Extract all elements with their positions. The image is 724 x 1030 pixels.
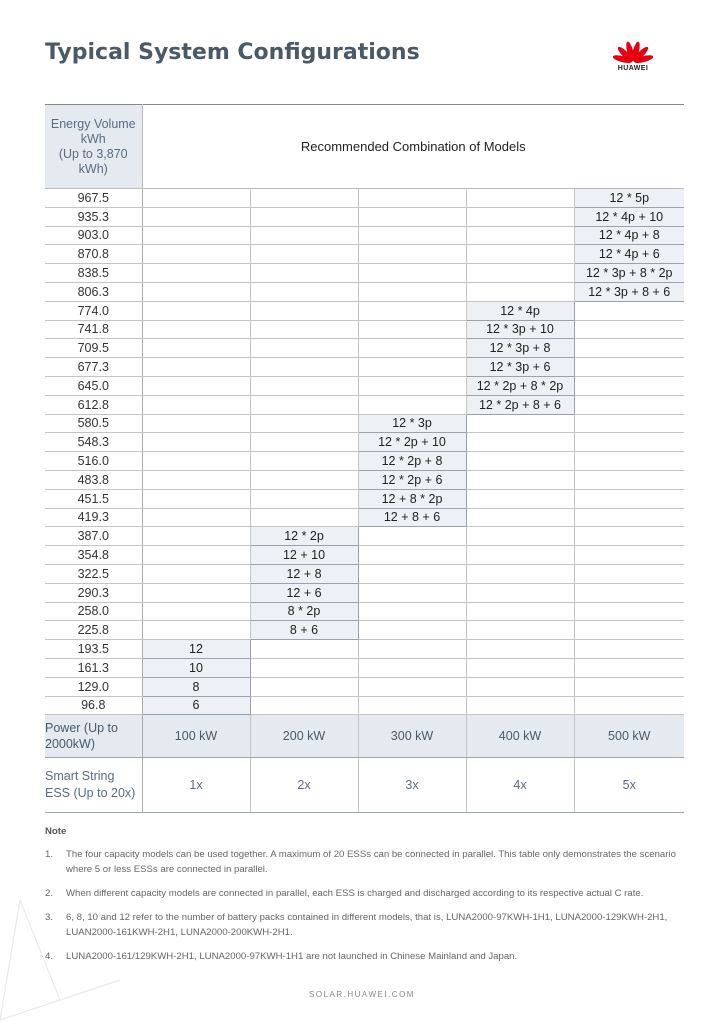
empty-cell — [250, 339, 358, 358]
empty-cell — [250, 414, 358, 433]
table-row — [45, 339, 684, 358]
combination-cell: 12 * 3p + 8 * 2p — [574, 264, 684, 283]
energy-value: 516.0 — [45, 452, 142, 471]
empty-cell — [250, 226, 358, 245]
combination-cell: 12 * 2p + 10 — [358, 433, 466, 452]
empty-cell — [142, 489, 250, 508]
table-row — [45, 301, 684, 320]
footer-url: SOLAR.HUAWEI.COM — [309, 990, 415, 999]
empty-cell — [466, 602, 574, 621]
combination-cell: 12 * 2p + 6 — [358, 470, 466, 489]
empty-cell — [142, 564, 250, 583]
combination-cell: 12 * 2p + 8 — [358, 452, 466, 471]
empty-cell — [142, 583, 250, 602]
empty-cell — [142, 602, 250, 621]
empty-cell — [250, 508, 358, 527]
combination-cell: 12 * 4p + 8 — [574, 226, 684, 245]
energy-value: 548.3 — [45, 433, 142, 452]
energy-value: 709.5 — [45, 339, 142, 358]
empty-cell — [250, 640, 358, 659]
empty-cell — [466, 470, 574, 489]
empty-cell — [574, 677, 684, 696]
combination-cell: 12 * 4p + 6 — [574, 245, 684, 264]
energy-value: 806.3 — [45, 282, 142, 301]
table-row — [45, 583, 684, 602]
table-header-row — [45, 105, 684, 189]
empty-cell — [250, 696, 358, 715]
huawei-logo — [610, 34, 656, 72]
empty-cell — [574, 320, 684, 339]
energy-value: 451.5 — [45, 489, 142, 508]
empty-cell — [250, 282, 358, 301]
empty-cell — [574, 696, 684, 715]
empty-cell — [142, 189, 250, 208]
empty-cell — [574, 508, 684, 527]
empty-cell — [358, 696, 466, 715]
table-row — [45, 320, 684, 339]
empty-cell — [250, 301, 358, 320]
empty-cell — [574, 395, 684, 414]
empty-cell — [358, 264, 466, 283]
energy-value: 838.5 — [45, 264, 142, 283]
empty-cell — [142, 207, 250, 226]
empty-cell — [250, 264, 358, 283]
empty-cell — [466, 226, 574, 245]
energy-value: 741.8 — [45, 320, 142, 339]
empty-cell — [358, 640, 466, 659]
empty-cell — [250, 489, 358, 508]
table-row — [45, 189, 684, 208]
notes-title: Note — [45, 826, 67, 837]
empty-cell — [250, 189, 358, 208]
empty-cell — [466, 621, 574, 640]
power-value: 100 kW — [142, 715, 250, 758]
ess-label: Smart String ESS (Up to 20x) — [45, 758, 142, 813]
empty-cell — [574, 640, 684, 659]
table-row — [45, 658, 684, 677]
empty-cell — [358, 282, 466, 301]
empty-cell — [574, 658, 684, 677]
energy-value: 258.0 — [45, 602, 142, 621]
empty-cell — [466, 640, 574, 659]
empty-cell — [142, 433, 250, 452]
empty-cell — [250, 376, 358, 395]
energy-value: 935.3 — [45, 207, 142, 226]
energy-value: 96.8 — [45, 696, 142, 715]
empty-cell — [358, 564, 466, 583]
empty-cell — [466, 282, 574, 301]
energy-value: 677.3 — [45, 358, 142, 377]
energy-value: 419.3 — [45, 508, 142, 527]
energy-value: 129.0 — [45, 677, 142, 696]
empty-cell — [142, 226, 250, 245]
table-row — [45, 433, 684, 452]
energy-value: 903.0 — [45, 226, 142, 245]
empty-cell — [466, 527, 574, 546]
empty-cell — [466, 546, 574, 565]
energy-value: 354.8 — [45, 546, 142, 565]
table-row — [45, 546, 684, 565]
note-text: 6, 8, 10 and 12 refer to the number of battery packs contained in different models, that is, LUNA2000-97KWH-1H1, LUNA2000-129KWH-2H1, LUAN2000-161KWH-2H1, LUNA2000-200KWH-2H1. — [66, 912, 668, 938]
ess-value: 4x — [466, 758, 574, 813]
empty-cell — [358, 602, 466, 621]
combination-cell: 12 * 2p + 8 * 2p — [466, 376, 574, 395]
empty-cell — [358, 527, 466, 546]
empty-cell — [466, 414, 574, 433]
ess-value: 3x — [358, 758, 466, 813]
power-value: 400 kW — [466, 715, 574, 758]
empty-cell — [574, 414, 684, 433]
combination-header: Recommended Combination of Models — [142, 105, 684, 189]
empty-cell — [142, 395, 250, 414]
empty-cell — [466, 508, 574, 527]
table-row — [45, 640, 684, 659]
ess-value: 5x — [574, 758, 684, 813]
combination-cell: 8 * 2p — [250, 602, 358, 621]
table-row — [45, 452, 684, 471]
empty-cell — [466, 207, 574, 226]
energy-value: 161.3 — [45, 658, 142, 677]
empty-cell — [250, 207, 358, 226]
energy-value: 483.8 — [45, 470, 142, 489]
empty-cell — [466, 677, 574, 696]
empty-cell — [466, 583, 574, 602]
combination-cell: 12 + 8 * 2p — [358, 489, 466, 508]
empty-cell — [358, 358, 466, 377]
table-row — [45, 677, 684, 696]
empty-cell — [358, 583, 466, 602]
note-number: 4. — [45, 951, 54, 962]
logo-wordmark: HUAWEI — [617, 65, 649, 72]
empty-cell — [574, 621, 684, 640]
page-title: Typical System Configurations — [45, 40, 420, 65]
table-row — [45, 264, 684, 283]
empty-cell — [574, 583, 684, 602]
combination-cell: 12 * 4p — [466, 301, 574, 320]
combination-cell: 12 * 3p — [358, 414, 466, 433]
energy-value: 612.8 — [45, 395, 142, 414]
ess-value: 2x — [250, 758, 358, 813]
table-row — [45, 621, 684, 640]
decorative-lines — [0, 880, 200, 1030]
empty-cell — [574, 546, 684, 565]
table-row — [45, 508, 684, 527]
table-row — [45, 470, 684, 489]
empty-cell — [574, 433, 684, 452]
combination-cell: 12 * 3p + 6 — [466, 358, 574, 377]
empty-cell — [142, 414, 250, 433]
table-row — [45, 696, 684, 715]
combination-cell: 12 * 3p + 8 — [466, 339, 574, 358]
table-row — [45, 282, 684, 301]
empty-cell — [250, 320, 358, 339]
configuration-table — [45, 104, 684, 813]
combination-cell: 12 * 3p + 10 — [466, 320, 574, 339]
empty-cell — [466, 658, 574, 677]
energy-value: 645.0 — [45, 376, 142, 395]
empty-cell — [574, 602, 684, 621]
empty-cell — [574, 301, 684, 320]
note-number: 2. — [45, 888, 54, 899]
empty-cell — [250, 245, 358, 264]
ess-value: 1x — [142, 758, 250, 813]
empty-cell — [574, 527, 684, 546]
empty-cell — [358, 226, 466, 245]
table-row — [45, 564, 684, 583]
combination-cell: 12 + 8 + 6 — [358, 508, 466, 527]
empty-cell — [466, 433, 574, 452]
power-value: 500 kW — [574, 715, 684, 758]
empty-cell — [574, 376, 684, 395]
huawei-flower-icon — [613, 34, 653, 64]
empty-cell — [142, 452, 250, 471]
empty-cell — [142, 282, 250, 301]
empty-cell — [466, 245, 574, 264]
combination-cell: 12 + 6 — [250, 583, 358, 602]
combination-cell: 12 + 8 — [250, 564, 358, 583]
empty-cell — [466, 564, 574, 583]
table-row — [45, 245, 684, 264]
combination-cell: 6 — [142, 696, 250, 715]
ess-row — [45, 758, 684, 813]
empty-cell — [358, 207, 466, 226]
empty-cell — [574, 358, 684, 377]
energy-value: 870.8 — [45, 245, 142, 264]
empty-cell — [358, 395, 466, 414]
empty-cell — [574, 452, 684, 471]
combination-cell: 8 — [142, 677, 250, 696]
combination-cell: 10 — [142, 658, 250, 677]
empty-cell — [574, 470, 684, 489]
empty-cell — [142, 264, 250, 283]
empty-cell — [358, 320, 466, 339]
energy-value: 387.0 — [45, 527, 142, 546]
empty-cell — [358, 301, 466, 320]
empty-cell — [250, 395, 358, 414]
empty-cell — [466, 696, 574, 715]
combination-cell: 12 * 2p — [250, 527, 358, 546]
combination-cell: 12 + 10 — [250, 546, 358, 565]
empty-cell — [358, 658, 466, 677]
empty-cell — [142, 470, 250, 489]
table-row — [45, 489, 684, 508]
empty-cell — [250, 470, 358, 489]
combination-cell: 12 * 3p + 8 + 6 — [574, 282, 684, 301]
energy-value: 322.5 — [45, 564, 142, 583]
note-number: 3. — [45, 912, 54, 923]
empty-cell — [358, 189, 466, 208]
empty-cell — [142, 301, 250, 320]
combination-cell: 12 * 4p + 10 — [574, 207, 684, 226]
empty-cell — [358, 376, 466, 395]
empty-cell — [358, 339, 466, 358]
power-row — [45, 715, 684, 758]
table-row — [45, 527, 684, 546]
empty-cell — [142, 508, 250, 527]
empty-cell — [466, 189, 574, 208]
energy-volume-header: Energy Volume kWh (Up to 3,870 kWh) — [45, 105, 142, 189]
empty-cell — [466, 264, 574, 283]
empty-cell — [574, 564, 684, 583]
empty-cell — [574, 489, 684, 508]
empty-cell — [466, 452, 574, 471]
combination-cell: 12 * 2p + 8 + 6 — [466, 395, 574, 414]
empty-cell — [250, 358, 358, 377]
note-number: 1. — [45, 849, 54, 860]
empty-cell — [142, 320, 250, 339]
energy-value: 580.5 — [45, 414, 142, 433]
note-text: LUNA2000-161/129KWH-2H1, LUNA2000-97KWH-1H1 are not launched in Chinese Mainland and Japan. — [66, 951, 518, 962]
combination-cell: 12 — [142, 640, 250, 659]
empty-cell — [358, 677, 466, 696]
empty-cell — [358, 245, 466, 264]
empty-cell — [142, 245, 250, 264]
table-row — [45, 226, 684, 245]
empty-cell — [142, 339, 250, 358]
table-row — [45, 395, 684, 414]
energy-value: 774.0 — [45, 301, 142, 320]
combination-cell: 8 + 6 — [250, 621, 358, 640]
empty-cell — [142, 376, 250, 395]
empty-cell — [142, 546, 250, 565]
empty-cell — [250, 452, 358, 471]
table-row — [45, 602, 684, 621]
empty-cell — [250, 433, 358, 452]
table-row — [45, 207, 684, 226]
energy-value: 193.5 — [45, 640, 142, 659]
note-item — [45, 847, 685, 877]
power-value: 300 kW — [358, 715, 466, 758]
power-label: Power (Up to 2000kW) — [45, 715, 142, 758]
empty-cell — [466, 489, 574, 508]
table-row — [45, 376, 684, 395]
empty-cell — [142, 527, 250, 546]
empty-cell — [250, 677, 358, 696]
empty-cell — [358, 621, 466, 640]
note-text: The four capacity models can be used together. A maximum of 20 ESSs can be connected in parallel. This table only demonstrates the scenario where 5 or less ESSs are connected in parallel. — [66, 849, 676, 875]
table-row — [45, 414, 684, 433]
power-value: 200 kW — [250, 715, 358, 758]
note-text: When different capacity models are connected in parallel, each ESS is charged and discharged according to its respective actual C rate. — [66, 888, 644, 899]
energy-value: 967.5 — [45, 189, 142, 208]
empty-cell — [142, 621, 250, 640]
empty-cell — [250, 658, 358, 677]
empty-cell — [142, 358, 250, 377]
energy-value: 290.3 — [45, 583, 142, 602]
table-row — [45, 358, 684, 377]
combination-cell: 12 * 5p — [574, 189, 684, 208]
empty-cell — [358, 546, 466, 565]
energy-value: 225.8 — [45, 621, 142, 640]
empty-cell — [574, 339, 684, 358]
